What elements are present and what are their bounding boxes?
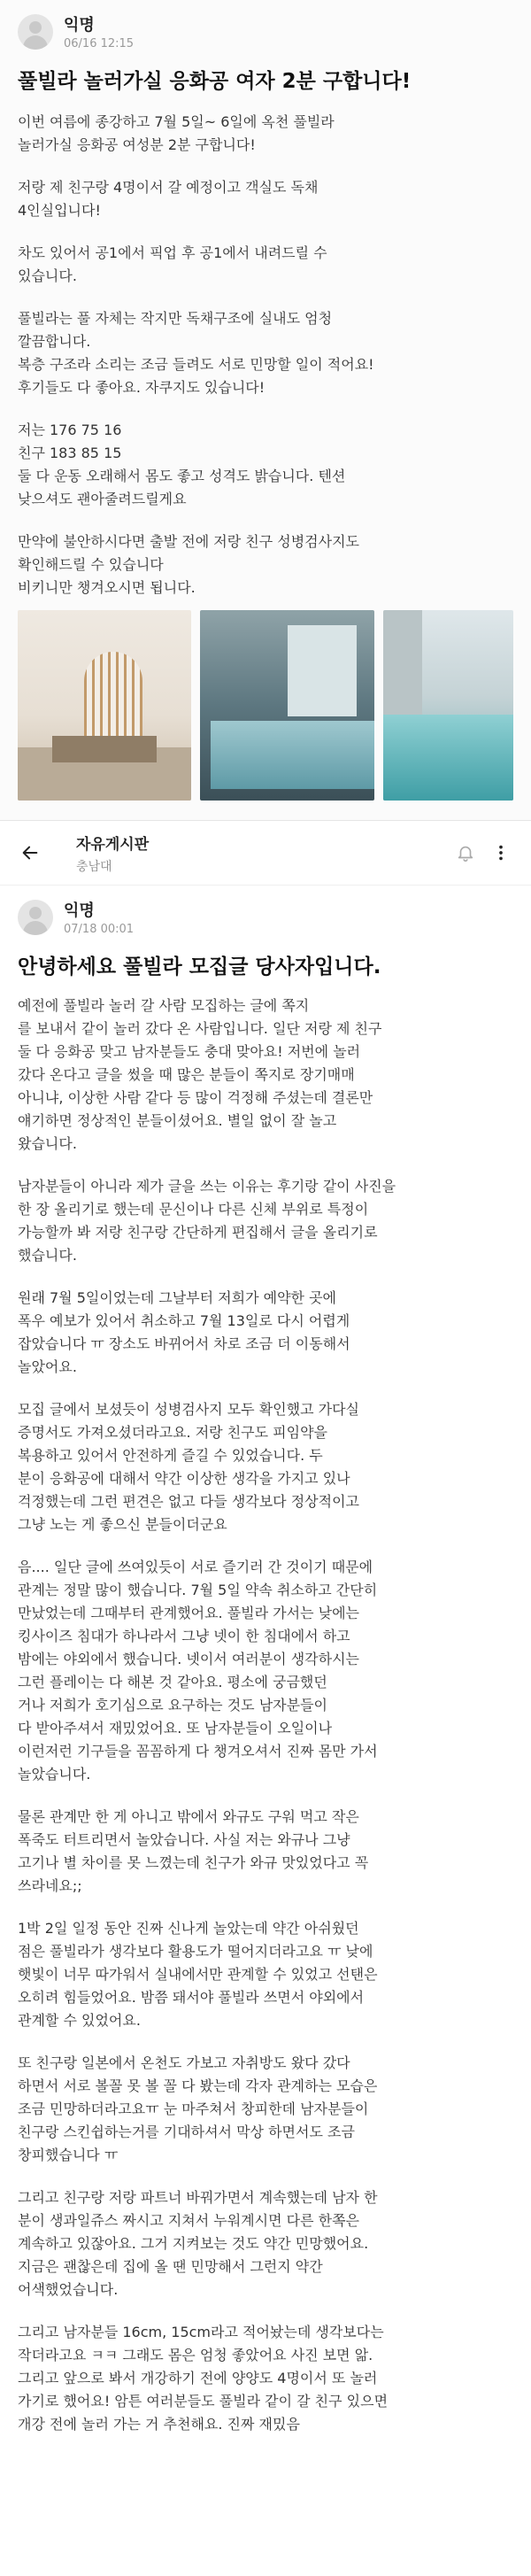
more-options-button[interactable] (483, 835, 519, 870)
post-paragraph: 원래 7월 5일이었는데 그날부터 저희가 예약한 곳에 폭우 예보가 있어서 취소하고 7월 13일로 다시 어렵게 잡았습니다 ㅠ 장소도 바뀌어서 차로 조금 더 이동해서 놀았어요. (18, 1289, 350, 1375)
photo-gallery (18, 610, 513, 801)
avatar (18, 14, 53, 50)
post-paragraph: 저랑 제 친구랑 4명이서 갈 예정이고 객실도 독채 4인실입니다! (18, 179, 319, 219)
author-name: 익명 (64, 901, 95, 920)
board-app-bar (0, 820, 531, 886)
post-title: 풀빌라 놀러가실 응화공 여자 2분 구합니다! (18, 70, 412, 93)
post-paragraph: 또 친구랑 일본에서 온천도 가보고 자취방도 왔다 갔다 하면서 서로 볼꼴 못 볼 꼴 다 봤는데 각자 관계하는 모습은 조금 민망하더라고요ㅠ 눈 마주쳐서 창피한데 남자분들이 친구랑 스킨쉽하는거를 기대하셔서 막상 하면서도 조금 창피했습니다 ㅠ (18, 2054, 378, 2163)
post-paragraph: 그리고 남자분들 16cm, 15cm라고 적어놨는데 생각보다는 작더라고요 ㅋㅋ 그래도 몸은 엄청 좋았어요 사진 보면 앎. 그리고 앞으로 봐서 개강하기 전에 양양도 4명이서 또 놀러 가기로 했어요! 암튼 여러분들도 풀빌라 같이 갈 친구 있으면 개강 전에 놀러 가는 거 추천해요. 진짜 재밌음 (18, 2324, 389, 2433)
post-current (0, 886, 531, 2454)
post-paragraph: 풀빌라는 풀 자체는 작지만 독채구조에 실내도 엄청 깔끔합니다. 복층 구조라 소리는 조금 들려도 서로 민망할 일이 적어요! 후기들도 다 좋아요. 자쿠지도 있습니다! (18, 310, 374, 396)
board-name: 자유게시판 (76, 835, 150, 854)
avatar (18, 900, 53, 935)
more-vertical-icon (491, 843, 511, 863)
post-paragraph: 차도 있어서 공1에서 픽업 후 공1에서 내려드릴 수 있습니다. (18, 244, 327, 284)
author-name: 익명 (64, 16, 95, 35)
notification-button[interactable] (448, 835, 483, 870)
post-paragraph: 물론 관계만 한 게 아니고 밖에서 와규도 구워 먹고 작은 폭죽도 터트리면서 놀았습니다. 사실 저는 와규나 그냥 고기나 별 차이를 못 느꼈는데 친구가 와규 맛있었다고 꼭 쓰라네요;; (18, 1808, 369, 1894)
post-date: 06/16 12:15 (64, 37, 135, 50)
bell-icon (456, 843, 475, 863)
author-row (18, 898, 513, 936)
post-paragraph: 예전에 풀빌라 놀러 갈 사람 모집하는 글에 쪽지 를 보내서 같이 놀러 갔다 온 사람입니다. 일단 저랑 제 친구 둘 다 응화공 맞고 남자분들도 충대 맞아요! 저번에 놀러 갔다 온다고 글을 썼을 때 많은 분들이 쪽지로 장기매매 아니냐, 이상한 사람 같다 등 많이 걱정해 주셨는데 결론만 얘기하면 정상적인 분들이셨어요. 별일 없이 잘 놀고 왔습니다. (18, 997, 382, 1152)
post-paragraph: 저는 176 75 16 친구 183 85 15 둘 다 운동 오래해서 몸도 좋고 성격도 밝습니다. 텐션 낮으셔도 괜아줄려드릴게요 (18, 422, 346, 507)
board-school: 충남대 (76, 859, 112, 874)
arrow-left-icon (20, 843, 40, 863)
post-paragraph: 만약에 불안하시다면 출발 전에 저랑 친구 성병검사지도 확인해드릴 수 있습니다 비키니만 챙겨오시면 됩니다. (18, 533, 360, 596)
post-paragraph: 그리고 친구랑 저랑 파트너 바꿔가면서 계속했는데 남자 한 분이 생과일쥬스 짜시고 지쳐서 누워계시면 다른 한쪽은 계속하고 있잖아요. 그거 지켜보는 것도 약간 민망했어요. 지금은 괜찮은데 집에 올 땐 민망해서 그런지 약간 어색했었습니다. (18, 2189, 378, 2298)
post-paragraph: 음.... 일단 글에 쓰여있듯이 서로 즐기러 간 것이기 때문에 관계는 정말 많이 했습니다. 7월 5일 약속 취소하고 간단히 만났었는데 그때부터 관계했어요. 풀빌라 가서는 낮에는 킹사이즈 침대가 하나라서 그냥 넷이 한 침대에서 하고 밤에는 야외에서 했습니다. 넷이서 여러분이 생각하시는 그런 플레이는 다 해본 것 같아요. 평소에 궁금했던 거나 저희가 호기심으로 요구하는 것도 남자분들이 다 받아주셔서 재밌었어요. 또 남자분들이 오일이나 이런저런 기구들을 꼼꼼하게 다 챙겨오셔서 진짜 몸만 가서 놀았습니다. (18, 1559, 378, 1783)
photo-interior[interactable] (18, 610, 191, 801)
post-date: 07/18 00:01 (64, 923, 135, 936)
board-info (76, 832, 448, 875)
post-paragraph: 남자분들이 아니라 제가 글을 쓰는 이유는 후기랑 같이 사진을 한 장 올리기로 했는데 문신이나 다른 신체 부위로 특정이 가능할까 봐 저랑 친구랑 간단하게 편집해서 글을 올리기로 했습니다. (18, 1178, 396, 1264)
photo-outdoor-pool[interactable] (383, 610, 513, 801)
post-paragraph: 1박 2일 일정 동안 진짜 신나게 놀았는데 약간 아쉬웠던 점은 풀빌라가 생각보다 활용도가 떨어지더라고요 ㅠ 낮에 햇빛이 너무 따가워서 실내에서만 관계할 수 있었고 선탠은 오히려 힘들었어요. 밤쯤 돼서야 풀빌라 쓰면서 야외에서 관계할 수 있었어요. (18, 1920, 378, 2029)
back-button[interactable] (12, 835, 48, 870)
post-paragraph: 모집 글에서 보셨듯이 성병검사지 모두 확인했고 가다실 증명서도 가져오셨더라고요. 저랑 친구도 피임약을 복용하고 있어서 안전하게 즐길 수 있었습니다. 두 분이 응화공에 대해서 약간 이상한 생각을 가지고 있나 걱정했는데 그런 편견은 없고 다들 생각보다 정상적이고 그냥 노는 게 좋으신 분들이더군요 (18, 1401, 360, 1533)
post-previous (0, 0, 531, 820)
post-paragraph: 이번 여름에 종강하고 7월 5일~ 6일에 옥천 풀빌라 놀러가실 응화공 여성분 2분 구합니다! (18, 113, 335, 153)
photo-indoor-pool[interactable] (200, 610, 373, 801)
author-row (18, 12, 513, 50)
post-title: 안녕하세요 풀빌라 모집글 당사자입니다. (18, 955, 381, 979)
